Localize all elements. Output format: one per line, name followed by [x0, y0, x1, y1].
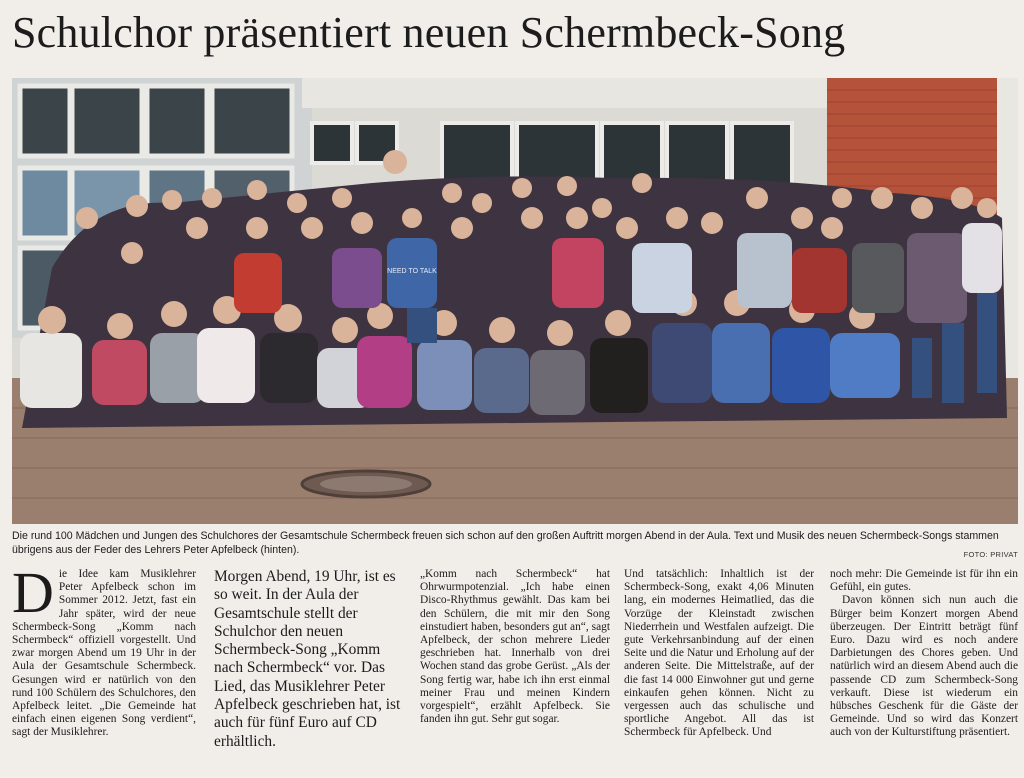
column-3-text: „Komm nach Schermbeck“ hat Ohrwurmpotenzial. „Ich habe einen Disco-Rhythmus gewählt. Das kam bei den Schülern, die mit mir den Song einstudiert haben, besonders gut an“, sagt Apfelbeck, der schon mehrere Lieder geschrieben hat. Innerhalb von drei Wochen stand das grobe Gerüst. „Als der Song fertig war, habe ich ihn erst einmal meiner Frau und meinen Kindern vorgespielt“, erzählt Apfelbeck. Sie fanden ihn gut. Sehr gut sogar. — [420, 568, 610, 726]
choir-group — [20, 150, 1007, 428]
article-column-2-teaser — [214, 568, 402, 751]
column-4-text: Und tatsächlich: Inhaltlich ist der Schermbeck-Song, exakt 4,06 Minuten lang, ein modernes Heimatlied, das die Vorzüge der Kleinstadt zwischen Niederrhein und Westfalen aufzeigt. Die gute Verkehrsanbindung auf der einen Seite und die Natur und Erholung auf der anderen Seite. Die Mittelstraße, auf der die fast 14 000 Einwohner gut und gerne einkaufen gehen können. Nicht zu vergessen auch das schulische und sportliche Angebot. All das ist Schermbeck für Apfelbeck. Und — [624, 568, 814, 739]
drop-cap: D — [12, 560, 54, 625]
article-column-1 — [12, 560, 196, 740]
photo-caption: Die rund 100 Mädchen und Jungen des Schulchores der Gesamtschule Schermbeck freuen sich schon auf den großen Auftritt morgen Abend in der Aula. Text und Musik des neuen Schermbeck-Songs stammen übrigens aus der Feder des Lehrers Peter Apfelbeck (hinten). — [12, 530, 999, 556]
column-5-text-a: noch mehr: Die Gemeinde ist für ihn ein Gefühl, ein gutes. — [830, 568, 1018, 594]
article-column-5 — [830, 568, 1018, 740]
column-5-text-b: Davon können sich nun auch die Bürger beim Konzert morgen Abend überzeugen. Der Eintritt beträgt fünf Euro. Dazu wird es noch andere Darbietungen des Chores geben. Und natürlich wird an diesem Abend auch die passende CD zum Schermbeck-Song verkauft. Diese ist wiederum ein hübsches Geschenk für die Gäste der Gemeinde. Und so wird das Konzert auch von der Kulturstiftung präsentiert. — [830, 594, 1018, 739]
article-column-3 — [420, 568, 610, 726]
teaser-text: Morgen Abend, 19 Uhr, ist es so weit. In der Aula der Gesamtschule stellt der Schulchor den neuen Schermbeck-Song „Komm nach Schermbeck“ vor. Das Lied, das Musiklehrer Peter Apfelbeck geschrieben hat, ist auch für fünf Euro auf CD erhältlich. — [214, 568, 401, 750]
column-1-text: ie Idee kam Musiklehrer Peter Apfelbeck schon im Sommer 2012. Jetzt, fast ein Jahr später, wird der neue Schermbeck-Song „Komm nach Schermbeck“ offiziell vorgestellt. Und zwar morgen Abend um 19 Uhr in der Aula der Gesamtschule Schermbeck. Gesungen wird er natürlich von den rund 100 Schülern des Schulchores, den Apfelbeck leitet. „Die Gemeinde hat einfach einen eigenen Song verdient“, sagt der Musiklehrer. — [12, 568, 196, 739]
photo-credit: FOTO: PRIVAT — [963, 550, 1018, 559]
headline: Schulchor präsentiert neuen Schermbeck-Song — [12, 8, 846, 57]
shirt-print: NEED TO TALK — [387, 268, 437, 275]
article-column-4 — [624, 568, 814, 740]
choir-photo — [12, 78, 1018, 524]
